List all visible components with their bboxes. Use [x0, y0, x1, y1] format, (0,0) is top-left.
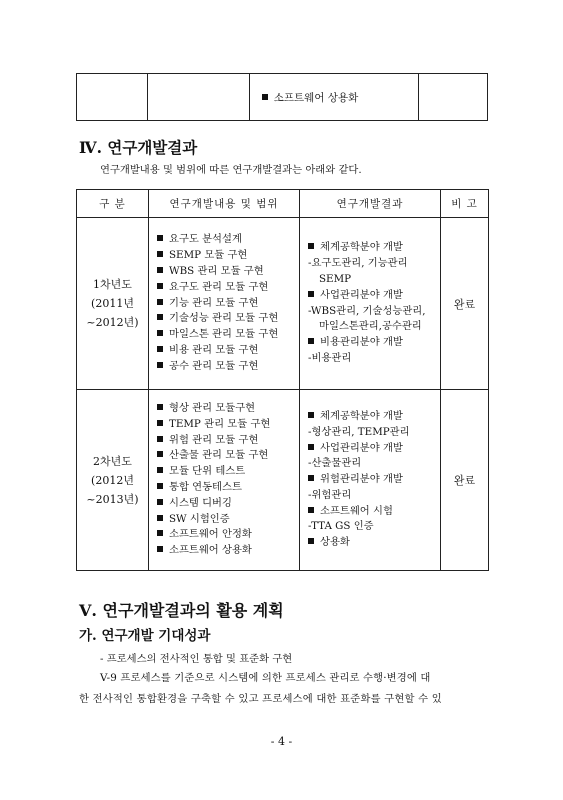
- result-text: 마일스톤관리,공수관리: [319, 320, 422, 333]
- square-bullet-icon: [157, 251, 163, 257]
- square-bullet-icon: [157, 267, 163, 273]
- result-item: [308, 319, 439, 335]
- result-text: 체계공학분야 개발: [320, 409, 403, 422]
- scope-text: 산출물 관리 모듈 구현: [169, 449, 269, 462]
- scope-text: WBS 관리 모듈 구현: [169, 265, 264, 277]
- scope-list: [150, 401, 298, 559]
- square-bullet-icon: [308, 444, 314, 450]
- square-bullet-icon: [157, 346, 163, 352]
- result-item: [308, 304, 439, 320]
- result-item: [308, 335, 439, 351]
- result-item: [308, 441, 439, 457]
- square-bullet-icon: [308, 538, 314, 544]
- result-item: [308, 425, 439, 441]
- sub-heading: 가. 연구개발 기대성과: [79, 628, 211, 644]
- square-bullet-icon: [308, 291, 314, 297]
- scope-item: [157, 480, 298, 496]
- result-item: [308, 288, 439, 304]
- result-text: SEMP: [319, 272, 352, 285]
- scope-item: [157, 232, 298, 248]
- scope-item: [157, 496, 298, 512]
- scope-item: [157, 543, 298, 559]
- scope-cell: [149, 390, 300, 571]
- result-text: 체계공학분야 개발: [320, 241, 403, 254]
- scope-cell: [149, 218, 300, 390]
- result-cell: [249, 74, 419, 121]
- scope-item: [157, 448, 298, 464]
- scope-text: 마일스톤 관리 모듈 구현: [169, 328, 279, 341]
- square-bullet-icon: [157, 362, 163, 368]
- square-bullet-icon: [262, 94, 268, 100]
- bullet-text: - 프로세스의 전사적인 통합 및 표준화 구현: [100, 653, 293, 665]
- year-range: (2011년: [91, 297, 134, 310]
- square-bullet-icon: [157, 515, 163, 521]
- square-bullet-icon: [157, 235, 163, 241]
- square-bullet-icon: [157, 546, 163, 552]
- result-item: [308, 272, 439, 288]
- scope-item: [157, 296, 298, 312]
- scope-text: 시스템 디버깅: [169, 496, 232, 509]
- paragraph-line: 한 전사적인 통합환경을 구축할 수 있고 프로세스에 대한 표준화를 구현할 수 있: [79, 693, 442, 705]
- header-category: 구 분: [77, 190, 149, 218]
- square-bullet-icon: [157, 404, 163, 410]
- note-cell: 완료: [441, 218, 489, 390]
- square-bullet-icon: [157, 436, 163, 442]
- year-range: (2012년: [91, 473, 134, 487]
- scope-text: 비용 관리 모듈 구현: [169, 343, 259, 356]
- scope-text: 형상 관리 모듈구현: [169, 402, 256, 415]
- scope-text: 소프트웨어 안정화: [169, 528, 252, 541]
- note-cell: 완료: [441, 390, 489, 571]
- result-text: -위험관리: [308, 488, 352, 501]
- scope-text: 위험 관리 모듈 구현: [169, 433, 259, 446]
- square-bullet-icon: [308, 475, 314, 481]
- result-text: -비용관리: [308, 351, 352, 364]
- square-bullet-icon: [157, 483, 163, 489]
- result-item: [308, 351, 439, 367]
- year-label: 1차년도: [93, 278, 132, 291]
- empty-cell: [419, 74, 488, 121]
- year-range: ~2012년): [86, 316, 139, 329]
- table-row: [77, 218, 489, 390]
- year-cell: [77, 390, 149, 571]
- result-text: -형상관리, TEMP관리: [308, 425, 410, 438]
- year-label: 2차년도: [93, 454, 132, 468]
- scope-item: [157, 464, 298, 480]
- table-header-row: [77, 190, 489, 218]
- scope-text: 기능 관리 모듈 구현: [169, 296, 259, 309]
- paragraph-line: V-9 프로세스를 기준으로 시스템에 의한 프로세스 관리로 수행·변경에 대: [100, 672, 431, 684]
- scope-item: [157, 264, 298, 280]
- result-item: [308, 240, 439, 256]
- result-item: [308, 409, 439, 425]
- result-text: 비용관리분야 개발: [320, 336, 403, 349]
- square-bullet-icon: [157, 283, 163, 289]
- result-item: [308, 256, 439, 272]
- square-bullet-icon: [157, 314, 163, 320]
- result-text: -WBS관리, 기술성능관리,: [308, 304, 426, 317]
- scope-text: 통합 연동테스트: [169, 481, 242, 493]
- scope-text: 공수 관리 모듈 구현: [169, 359, 259, 372]
- result-text: -TTA GS 인증: [308, 520, 374, 533]
- scope-text: SW 시험인증: [169, 512, 230, 525]
- results-table: [76, 189, 489, 571]
- square-bullet-icon: [308, 338, 314, 344]
- square-bullet-icon: [157, 330, 163, 336]
- square-bullet-icon: [157, 451, 163, 457]
- scope-text: 요구도 관리 모듈 구현: [169, 280, 269, 293]
- result-item: [308, 535, 439, 551]
- section-heading: Ⅴ. 연구개발결과의 활용 계획: [79, 601, 284, 620]
- year-cell: [77, 218, 149, 390]
- scope-text: 모듈 단위 테스트: [169, 465, 246, 478]
- scope-text: 요구도 분석설계: [169, 233, 242, 246]
- scope-item: [157, 311, 298, 327]
- square-bullet-icon: [157, 420, 163, 426]
- results-list: [301, 409, 439, 551]
- square-bullet-icon: [308, 243, 314, 249]
- scope-item: [157, 359, 298, 375]
- scope-item: [157, 401, 298, 417]
- section-heading: Ⅳ. 연구개발결과: [79, 138, 198, 157]
- scope-text: 소프트웨어 상용화: [169, 544, 252, 557]
- results-cell: [300, 218, 441, 390]
- result-item: [308, 472, 439, 488]
- result-text: -산출물관리: [308, 457, 362, 470]
- scope-item: [157, 280, 298, 296]
- scope-text: TEMP 관리 모듈 구현: [169, 417, 271, 430]
- page-number: - 4 -: [270, 735, 293, 748]
- header-note: 비 고: [441, 190, 489, 218]
- table-row: [77, 390, 489, 571]
- result-item: [308, 519, 439, 535]
- result-item: [308, 456, 439, 472]
- result-text: 사업관리분야 개발: [320, 288, 403, 301]
- header-results: 연구개발결과: [300, 190, 441, 218]
- scope-text: 기술성능 관리 모듈 구현: [169, 312, 279, 325]
- square-bullet-icon: [157, 467, 163, 473]
- results-list: [301, 240, 439, 366]
- empty-cell: [148, 74, 249, 121]
- result-text: 상용화: [320, 536, 350, 549]
- intro-text: 연구개발내용 및 범위에 따른 연구개발결과는 아래와 같다.: [100, 164, 362, 176]
- scope-item: [157, 327, 298, 343]
- header-scope: 연구개발내용 및 범위: [149, 190, 300, 218]
- scope-item: [157, 417, 298, 433]
- square-bullet-icon: [157, 530, 163, 536]
- scope-item: [157, 512, 298, 528]
- scope-item: [157, 343, 298, 359]
- scope-item: [157, 527, 298, 543]
- result-text: 소프트웨어 상용화: [273, 91, 359, 104]
- year-range: ~2013년): [86, 492, 139, 506]
- results-cell: [300, 390, 441, 571]
- square-bullet-icon: [157, 499, 163, 505]
- scope-item: [157, 248, 298, 264]
- continued-table: [76, 73, 488, 121]
- result-text: 위험관리분야 개발: [320, 473, 403, 486]
- scope-item: [157, 433, 298, 449]
- square-bullet-icon: [308, 507, 314, 513]
- result-item: [308, 504, 439, 520]
- result-text: -요구도관리, 기능관리: [308, 257, 408, 270]
- result-item: [308, 488, 439, 504]
- result-text: 소프트웨어 시험: [320, 504, 393, 517]
- scope-text: SEMP 모듈 구현: [169, 249, 248, 262]
- empty-cell: [77, 74, 148, 121]
- result-text: 사업관리분야 개발: [320, 441, 403, 454]
- square-bullet-icon: [157, 299, 163, 305]
- scope-list: [150, 232, 298, 374]
- square-bullet-icon: [308, 412, 314, 418]
